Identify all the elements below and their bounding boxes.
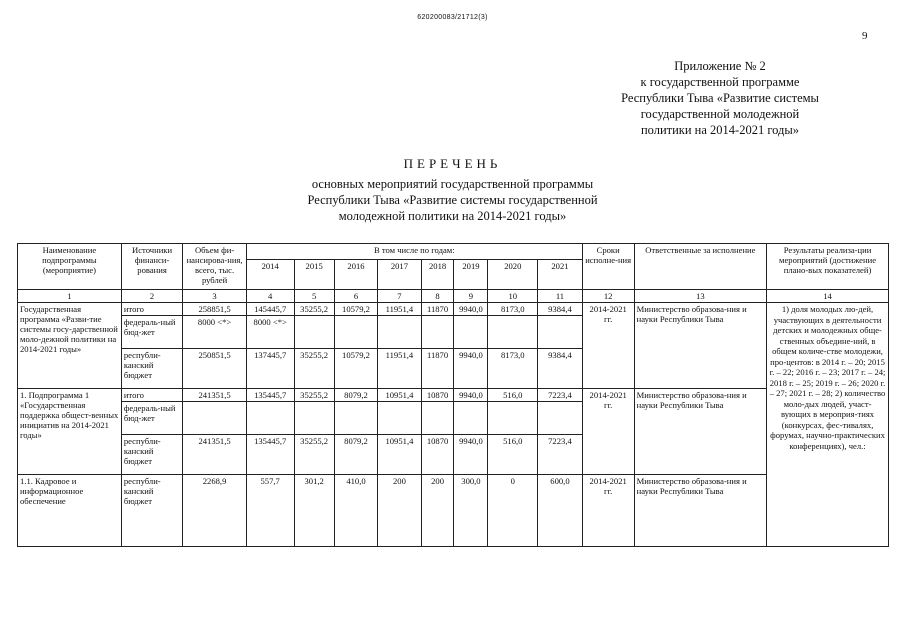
year-cell: 10870 [421,389,454,402]
year-cell: 8079,2 [334,389,377,402]
year-cell: 8000 <*> [246,316,294,349]
source-cell: федераль-ный бюд-жет [121,402,182,435]
year-cell [246,402,294,435]
source-cell: республи-канский бюджет [121,475,182,547]
header-year: 2015 [294,260,334,290]
year-cell [294,316,334,349]
appendix-line: Приложение № 2 [674,59,766,73]
year-cell: 516,0 [488,435,538,475]
year-cell [538,402,583,435]
column-number: 14 [767,290,889,303]
responsible-cell: Министерство образова-ния и науки Республики Тыва [634,303,766,389]
page-number: 9 [862,30,868,42]
source-cell: федераль-ный бюд-жет [121,316,182,349]
year-cell [454,316,488,349]
year-cell [334,402,377,435]
source-cell: итого [121,389,182,402]
volume-cell: 241351,5 [183,435,247,475]
year-cell [421,316,454,349]
year-cell: 10870 [421,435,454,475]
volume-cell: 241351,5 [183,389,247,402]
year-cell [334,316,377,349]
year-cell: 11870 [421,303,454,316]
header-year: 2018 [421,260,454,290]
table-row [18,389,889,402]
year-cell: 10951,4 [378,389,421,402]
header-name: Наименование подпрограммы (мероприятие) [18,244,122,290]
year-cell [294,402,334,435]
column-number: 2 [121,290,182,303]
header-year: 2019 [454,260,488,290]
year-cell [488,402,538,435]
header-years-group: В том числе по годам: [246,244,582,260]
header-year: 2020 [488,260,538,290]
header-volume: Объем фи-нансирова-ния, всего, тыс. рублей [183,244,247,290]
measure-name: 1.1. Кадровое и информационное обеспечение [18,475,122,547]
year-cell: 9384,4 [538,349,583,389]
column-number: 7 [378,290,421,303]
year-cell: 10951,4 [378,435,421,475]
year-cell: 10579,2 [334,303,377,316]
year-cell: 301,2 [294,475,334,547]
terms-cell: 2014-2021 гг. [582,303,634,389]
source-cell: республи-канский бюджет [121,435,182,475]
column-number: 10 [488,290,538,303]
subtitle-line: молодежной политики на 2014-2021 годы» [338,209,567,223]
year-cell: 8173,0 [488,303,538,316]
header-terms: Сроки исполне-ния [582,244,634,290]
year-cell [378,402,421,435]
appendix-line: политики на 2014-2021 годы» [640,123,800,137]
year-cell: 35255,2 [294,349,334,389]
year-cell: 10579,2 [334,349,377,389]
header-source: Источники финанси-рования [121,244,182,290]
volume-cell: 2268,9 [183,475,247,547]
year-cell: 0 [488,475,538,547]
source-cell: итого [121,303,182,316]
year-cell: 557,7 [246,475,294,547]
measure-name: 1. Подпрограмма 1 «Государственная поддержка общест-венных инициатив на 2014-2021 годы» [18,389,122,475]
title-heading: ПЕРЕЧЕНЬ [403,156,502,171]
year-cell: 9940,0 [454,389,488,402]
volume-cell: 8000 <*> [183,316,247,349]
header-year: 2021 [538,260,583,290]
measures-table [17,243,889,547]
volume-cell: 250851,5 [183,349,247,389]
table-row [18,475,889,547]
column-number: 13 [634,290,766,303]
year-cell: 200 [378,475,421,547]
measure-name: Государственная программа «Разви-тие системы госу-дарственной моло-дежной политики на 2014-2021 годы» [18,303,122,389]
subtitle-line: основных мероприятий государственной программы [311,177,594,191]
source-cell: республи-канский бюджет [121,349,182,389]
year-cell: 35255,2 [294,303,334,316]
year-cell: 200 [421,475,454,547]
table-row [18,303,889,316]
column-number: 12 [582,290,634,303]
year-cell: 9940,0 [454,435,488,475]
header-responsible: Ответственные за исполнение [634,244,766,290]
year-cell [488,316,538,349]
document-code: 620200083/21712(3) [417,14,488,21]
year-cell [378,316,421,349]
year-cell: 9940,0 [454,349,488,389]
year-cell: 300,0 [454,475,488,547]
year-cell: 11870 [421,349,454,389]
year-cell: 8079,2 [334,435,377,475]
terms-cell: 2014-2021 гг. [582,389,634,475]
column-number: 4 [246,290,294,303]
subtitle-line: Республики Тыва «Развитие системы государственной [307,193,598,207]
year-cell [454,402,488,435]
header-year: 2017 [378,260,421,290]
appendix-line: к государственной программе [640,75,800,89]
volume-cell [183,402,247,435]
column-number: 1 [18,290,122,303]
year-cell: 600,0 [538,475,583,547]
column-number: 6 [334,290,377,303]
appendix-block [560,58,880,138]
year-cell: 135445,7 [246,389,294,402]
document-title [0,156,905,172]
header-year: 2016 [334,260,377,290]
year-cell [538,316,583,349]
year-cell: 410,0 [334,475,377,547]
column-number: 3 [183,290,247,303]
year-cell: 7223,4 [538,435,583,475]
year-cell: 137445,7 [246,349,294,389]
year-cell: 9384,4 [538,303,583,316]
column-number: 5 [294,290,334,303]
terms-cell: 2014-2021 гг. [582,475,634,547]
column-number: 9 [454,290,488,303]
year-cell: 145445,7 [246,303,294,316]
volume-cell: 258851,5 [183,303,247,316]
year-cell: 8173,0 [488,349,538,389]
responsible-cell: Министерство образова-ния и науки Республики Тыва [634,389,766,475]
column-number: 11 [538,290,583,303]
year-cell [421,402,454,435]
header-results: Результаты реализа-ции мероприятий (достижение плано-вых показателей) [767,244,889,290]
results-cell: 1) доля молодых лю-дей, участвующих в деятельности детских и молодежных обще-ственных объедине-ний, в общем количе-стве молодежи, про-центов: в 2014 г. – 20; 2015 г. – 22; 2016 г. – 23; 2017 г. – 24; 2018 г. – 25; 2019 г. – 26; 2020 г. – 27; 2021 г. – 28; 2) количество моло-дых людей, участ-вующих в мероприя-тиях (конкурсах, фес-тивалях, форумах, научно-практических конференциях), чел.: [767,303,889,547]
year-cell: 7223,4 [538,389,583,402]
year-cell: 135445,7 [246,435,294,475]
responsible-cell: Министерство образова-ния и науки Республики Тыва [634,475,766,547]
year-cell: 11951,4 [378,303,421,316]
year-cell: 516,0 [488,389,538,402]
document-subtitle [0,176,905,224]
header-year: 2014 [246,260,294,290]
year-cell: 35255,2 [294,389,334,402]
year-cell: 9940,0 [454,303,488,316]
column-number: 8 [421,290,454,303]
appendix-line: Республики Тыва «Развитие системы [621,91,819,105]
year-cell: 35255,2 [294,435,334,475]
appendix-line: государственной молодежной [640,107,800,121]
year-cell: 11951,4 [378,349,421,389]
